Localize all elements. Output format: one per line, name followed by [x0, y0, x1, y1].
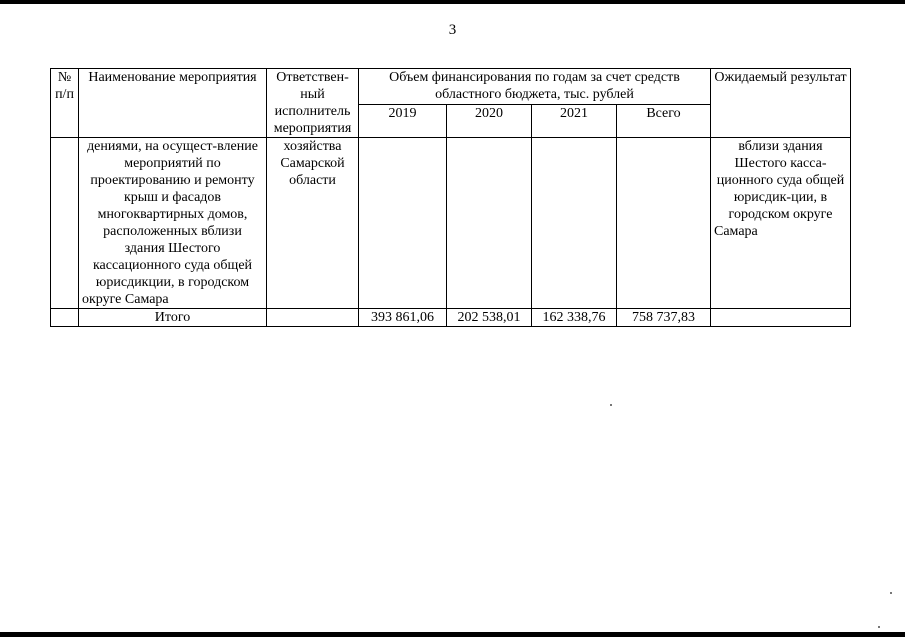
total-label: Итого — [79, 309, 267, 327]
header-responsible: Ответствен-ный исполнитель мероприятия — [267, 69, 359, 138]
financing-table — [50, 68, 851, 327]
total-2021: 162 338,76 — [532, 309, 617, 327]
row-name: дениями, на осущест-вление мероприятий по проектированию и ремонту крыш и фасадов многоквартирных домов, расположенных вблизи здания Шестого кассационного суда общей юрисдикции, в городском округе Самара — [79, 138, 267, 309]
header-financing: Объем финансирования по годам за счет средств областного бюджета, тыс. рублей — [359, 69, 711, 105]
total-all: 758 737,83 — [617, 309, 711, 327]
top-border — [0, 0, 905, 4]
header-year-2019: 2019 — [359, 105, 447, 138]
header-year-2021: 2021 — [532, 105, 617, 138]
scan-speck — [878, 626, 880, 628]
row-responsible: хозяйства Самарской области — [267, 138, 359, 309]
row-result: вблизи здания Шестого касса-ционного суда общей юрисдик-ции, в городском округе Самара — [711, 138, 851, 309]
header-result: Ожидаемый результат — [711, 69, 851, 138]
total-2020: 202 538,01 — [447, 309, 532, 327]
row-number — [51, 138, 79, 309]
header-number: № п/п — [51, 69, 79, 138]
header-total: Всего — [617, 105, 711, 138]
header-name: Наименование мероприятия — [79, 69, 267, 138]
bottom-border — [0, 632, 905, 637]
scan-speck — [610, 404, 612, 406]
page-number: 3 — [448, 22, 457, 38]
total-2019: 393 861,06 — [359, 309, 447, 327]
header-year-2020: 2020 — [447, 105, 532, 138]
scan-speck — [890, 592, 892, 594]
